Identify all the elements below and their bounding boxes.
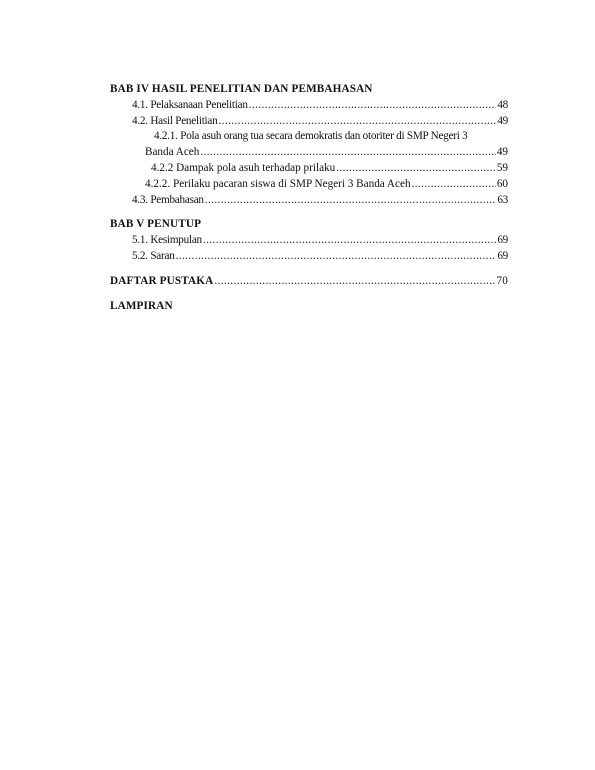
dot-leader bbox=[249, 98, 497, 114]
toc-entry-label: 4.2.2. Perilaku pacaran siswa di SMP Negeri 3 Banda Aceh bbox=[145, 177, 411, 190]
toc-entry-line1[interactable] bbox=[110, 129, 508, 145]
toc-entry-line2[interactable] bbox=[110, 145, 508, 161]
toc-entry-label: 4.2.1. Pola asuh orang tua secara demokratis dan otoriter di SMP Negeri 3 bbox=[154, 130, 468, 143]
toc-page-number: 70 bbox=[496, 274, 508, 287]
spacer bbox=[110, 208, 508, 217]
toc-entry-label: 5.2. Saran bbox=[132, 249, 175, 262]
dot-leader bbox=[203, 233, 496, 249]
toc-page-number: 60 bbox=[496, 177, 508, 190]
chapter-heading-bab-v bbox=[110, 217, 508, 233]
toc-entry-label: 4.3. Pembahasan bbox=[132, 193, 204, 206]
toc-entry[interactable] bbox=[110, 193, 508, 209]
chapter-title: BAB IV HASIL PENELITIAN DAN PEMBAHASAN bbox=[110, 83, 373, 95]
toc-page-number: 49 bbox=[497, 114, 508, 127]
toc-entry-label: DAFTAR PUSTAKA bbox=[110, 274, 214, 287]
dot-leader bbox=[176, 249, 497, 265]
spacer bbox=[110, 290, 508, 299]
dot-leader bbox=[205, 193, 497, 209]
dot-leader bbox=[412, 177, 496, 193]
table-of-contents bbox=[110, 82, 508, 314]
dot-leader bbox=[336, 161, 496, 177]
toc-entry-label: LAMPIRAN bbox=[110, 299, 173, 312]
toc-entry[interactable] bbox=[110, 161, 508, 177]
toc-page-number: 69 bbox=[497, 234, 508, 247]
toc-page-number: 63 bbox=[497, 193, 508, 206]
toc-entry[interactable] bbox=[110, 249, 508, 265]
toc-entry-label: 4.1. Pelaksanaan Penelitian bbox=[132, 98, 248, 111]
toc-page-number: 69 bbox=[497, 249, 508, 262]
toc-page-number: 49 bbox=[496, 146, 508, 159]
toc-entry-label: 4.2. Hasil Penelitian bbox=[132, 114, 218, 127]
toc-entry-label: 4.2.2 Dampak pola asuh terhadap prilaku bbox=[151, 161, 336, 174]
toc-entry-lampiran[interactable] bbox=[110, 299, 508, 315]
toc-entry[interactable] bbox=[110, 114, 508, 130]
spacer bbox=[110, 265, 508, 274]
toc-page-number: 59 bbox=[496, 161, 508, 174]
toc-entry[interactable] bbox=[110, 233, 508, 249]
toc-entry-label: Banda Aceh bbox=[145, 146, 200, 159]
toc-entry-daftar-pustaka[interactable] bbox=[110, 274, 508, 290]
dot-leader bbox=[200, 145, 495, 161]
chapter-heading-bab-iv bbox=[110, 82, 508, 98]
toc-entry-label: 5.1. Kesimpulan bbox=[132, 234, 202, 247]
chapter-title: BAB V PENUTUP bbox=[110, 218, 202, 231]
toc-entry[interactable] bbox=[110, 98, 508, 114]
toc-entry[interactable] bbox=[110, 177, 508, 193]
dot-leader bbox=[218, 114, 496, 130]
toc-page-number: 48 bbox=[497, 98, 508, 111]
dot-leader bbox=[214, 274, 495, 290]
